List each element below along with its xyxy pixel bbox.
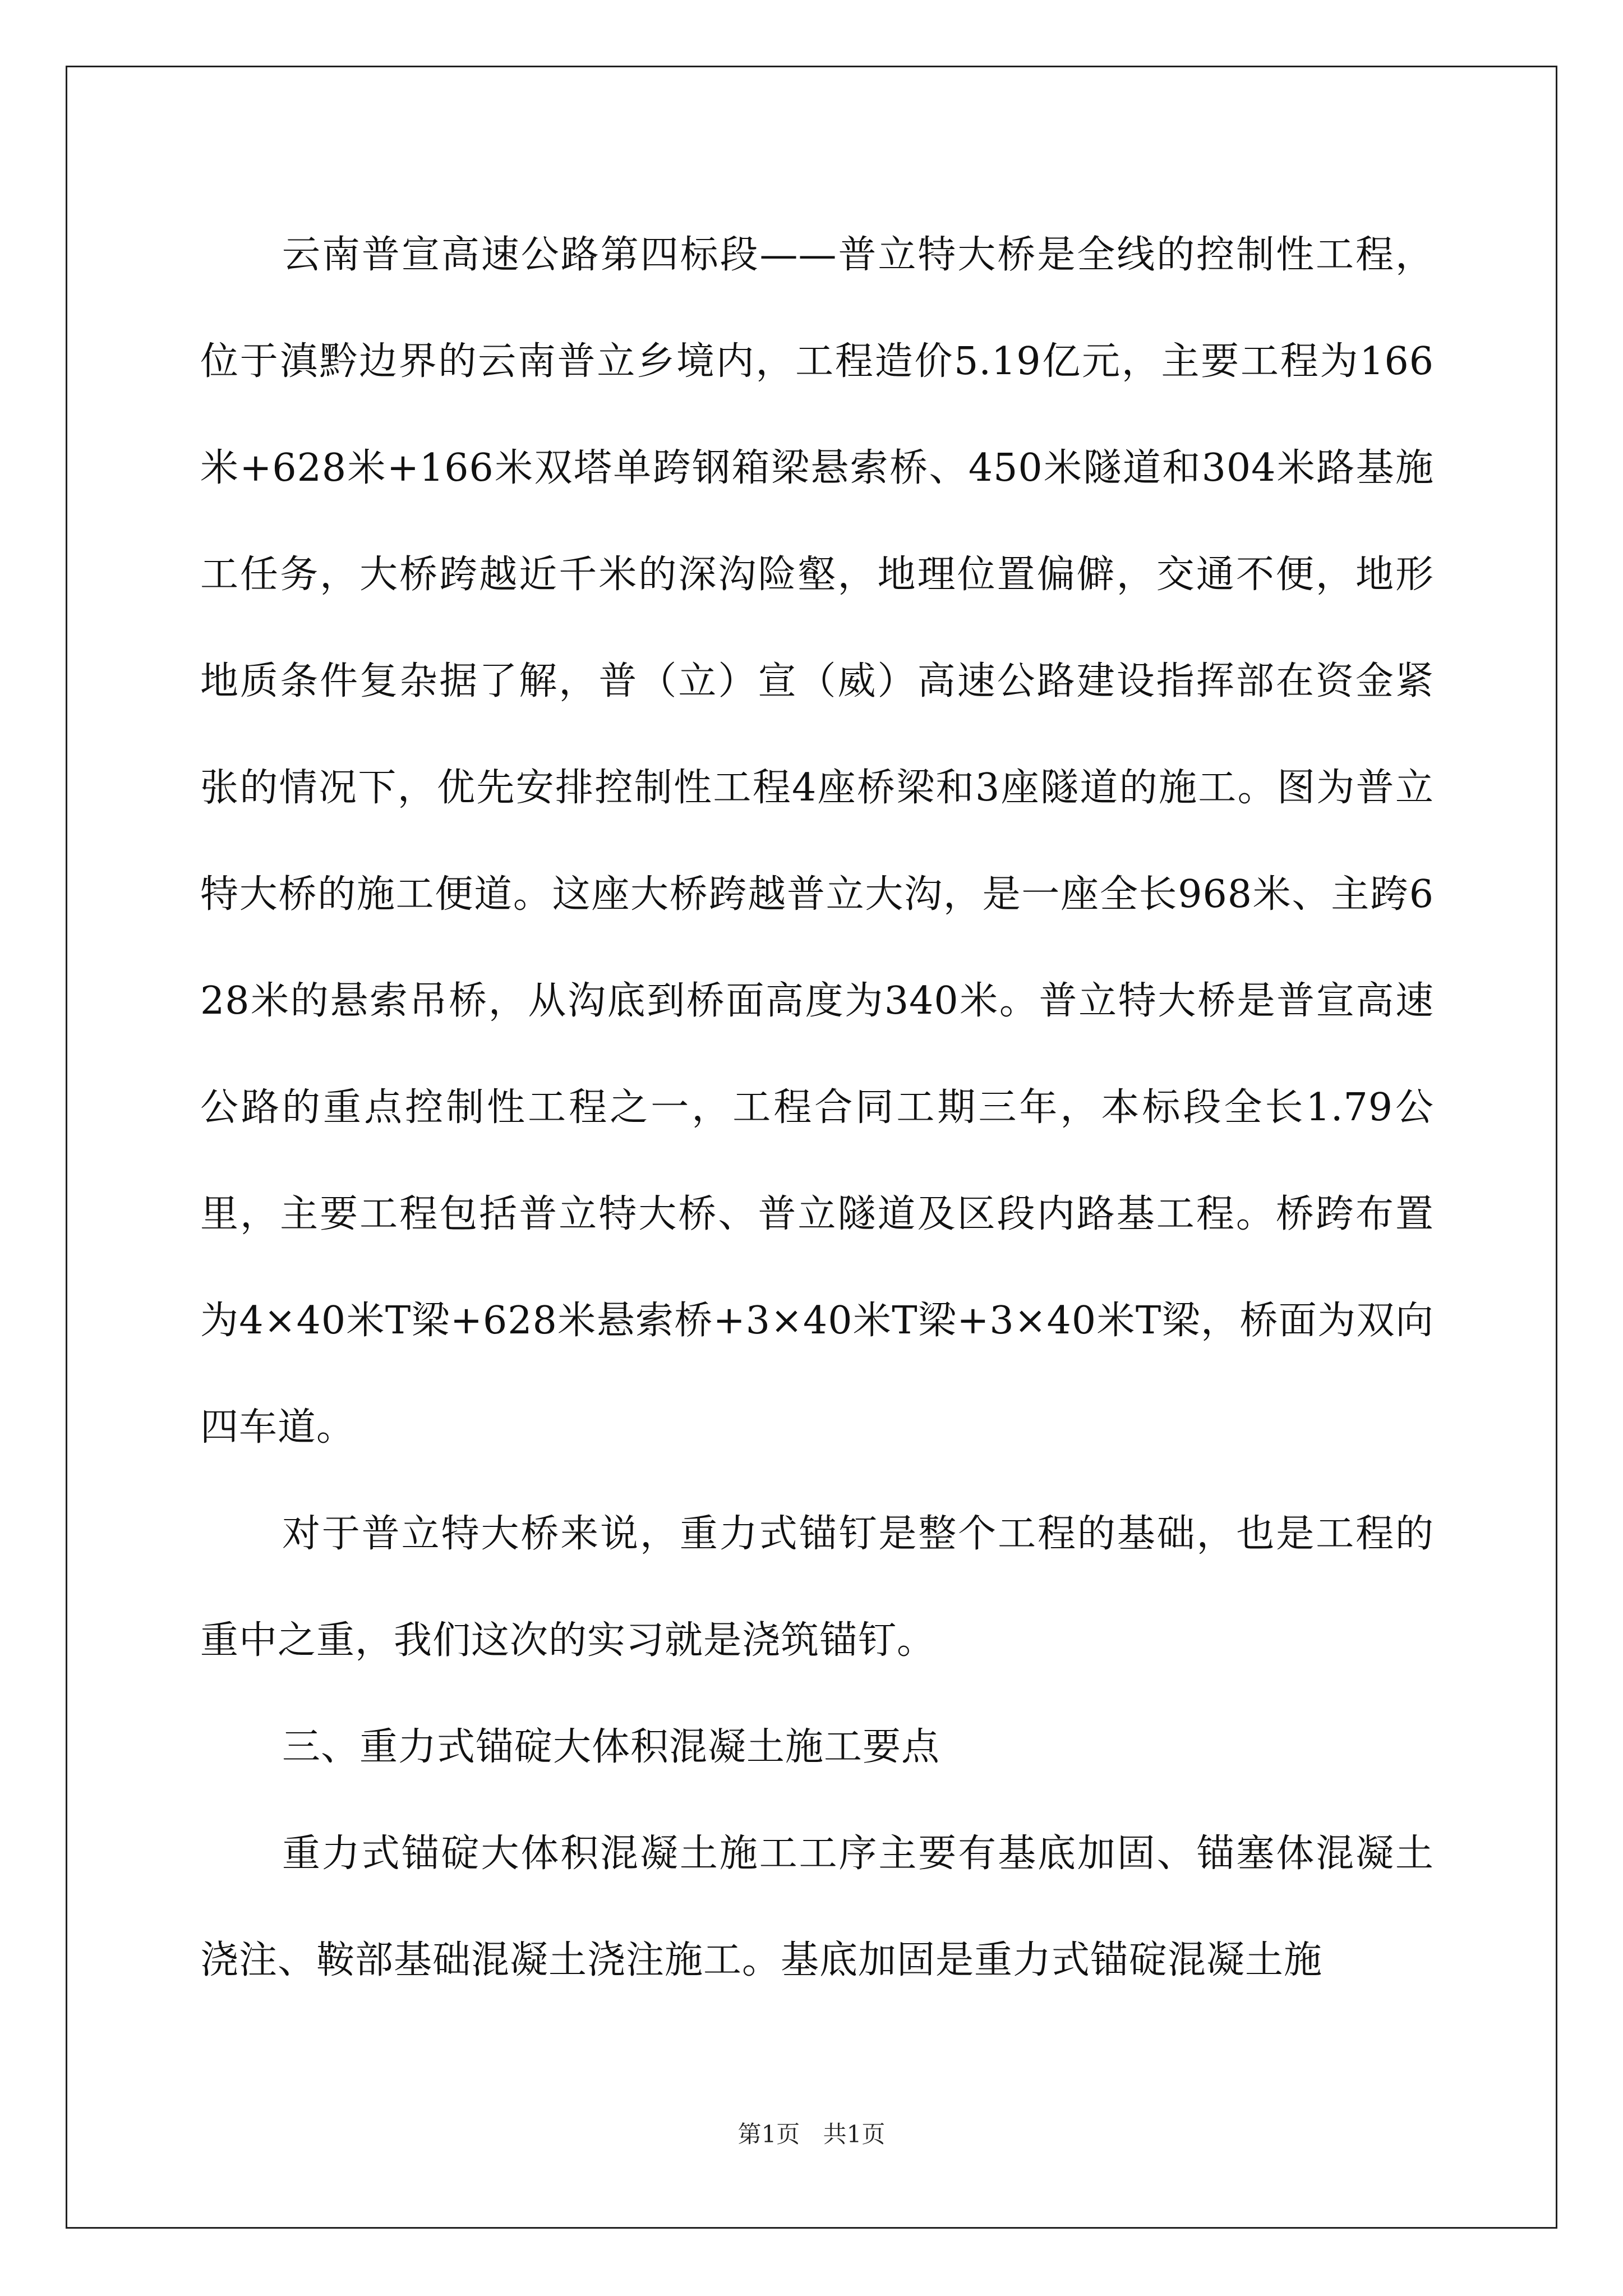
paragraph-bridge-overview: 云南普宣高速公路第四标段——普立特大桥是全线的控制性工程，位于滇黔边界的云南普立乡境内，工程造价5.19亿元，主要工程为166米+628米+166米双塔单跨钢箱梁悬索桥、450米隧道和304米路基施工任务，大桥跨越近千米的深沟险壑，地理位置偏僻，交通不便，地形地质条件复杂据了解，普（立）宣（威）高速公路建设指挥部在资金紧张的情况下，优先安排控制性工程4座桥梁和3座隧道的施工。图为普立特大桥的施工便道。这座大桥跨越普立大沟，是一座全长968米、主跨628米的悬索吊桥，从沟底到桥面高度为340米。普立特大桥是普宣高速公路的重点控制性工程之一，工程合同工期三年，本标段全长1.79公里，主要工程包括普立特大桥、普立隧道及区段内路基工程。桥跨布置为4×40米T梁+628米悬索桥+3×40米T梁+3×40米T梁，桥面为双向四车道。 — [200, 233, 1434, 1450]
total-pages: 共1页 — [823, 2120, 886, 2148]
document-body — [200, 202, 1434, 2014]
paragraph-anchor-importance: 对于普立特大桥来说，重力式锚钉是整个工程的基础，也是工程的重中之重，我们这次的实习就是浇筑锚钉。 — [200, 1512, 1434, 1663]
page-footer — [0, 2116, 1623, 2150]
section-heading: 三、重力式锚碇大体积混凝土施工要点 — [282, 1725, 940, 1769]
page-number: 第1页 — [737, 2120, 800, 2148]
paragraph-construction-process: 重力式锚碇大体积混凝土施工工序主要有基底加固、锚塞体混凝土浇注、鞍部基础混凝土浇注施工。基底加固是重力式锚碇混凝土施 — [200, 1832, 1434, 1982]
